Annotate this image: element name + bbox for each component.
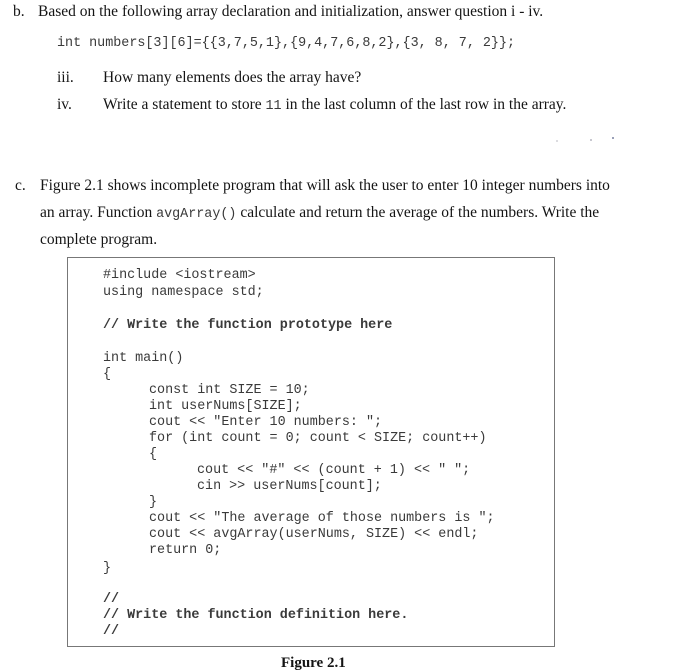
code-line: using namespace std; (103, 285, 264, 300)
array-declaration-code: int numbers[3][6]={{3,7,5,1},{9,4,7,6,8,2},{3, 8, 7, 2}}; (57, 36, 516, 51)
question-c-line3: complete program. (40, 231, 158, 248)
question-c-line2-before: an array. Function (40, 204, 157, 221)
item-iv-label: iv. (57, 96, 72, 113)
code-line: { (149, 447, 158, 462)
code-comment-line: // (103, 592, 120, 607)
question-b-label: b. (13, 3, 25, 20)
question-b-text: Based on the following array declaration and initialization, answer question i - iv. (38, 3, 544, 20)
question-c-line2 (40, 204, 599, 222)
code-line: cout << "Enter 10 numbers: "; (149, 415, 383, 430)
code-line: return 0; (149, 543, 222, 558)
code-line: #include <iostream> (103, 268, 256, 283)
code-comment-line: // (103, 624, 120, 639)
code-line: } (149, 495, 158, 510)
code-line: const int SIZE = 10; (149, 383, 310, 398)
question-c-line1: Figure 2.1 shows incomplete program that will ask the user to enter 10 integer numbers into (40, 177, 610, 194)
figure-code-box (67, 257, 555, 647)
question-c-line2-after: calculate and return the average of the numbers. Write the (236, 204, 600, 221)
scan-artifact (612, 137, 614, 139)
item-iv-text (103, 96, 566, 114)
item-iii-label: iii. (57, 69, 74, 86)
code-line: cout << avgArray(userNums, SIZE) << endl; (149, 527, 479, 542)
item-iv-code: 11 (265, 99, 282, 114)
code-comment-line: // Write the function prototype here (103, 318, 393, 333)
code-line: { (103, 367, 112, 382)
figure-caption: Figure 2.1 (281, 655, 346, 671)
question-c-label: c. (15, 177, 26, 194)
item-iv-text-before: Write a statement to store (103, 96, 266, 113)
item-iv-text-after: in the last column of the last row in the array. (281, 96, 567, 113)
scan-artifact (590, 139, 592, 141)
scan-artifact (556, 140, 558, 142)
code-line: int userNums[SIZE]; (149, 399, 302, 414)
code-line: cin >> userNums[count]; (197, 479, 382, 494)
code-line: cout << "#" << (count + 1) << " "; (197, 463, 471, 478)
code-line: int main() (103, 351, 184, 366)
code-line: } (103, 561, 112, 576)
code-line: for (int count = 0; count < SIZE; count++) (149, 431, 487, 446)
function-name-code: avgArray() (156, 207, 237, 222)
item-iii-text: How many elements does the array have? (103, 69, 362, 86)
code-line: cout << "The average of those numbers is "; (149, 511, 495, 526)
code-comment-line: // Write the function definition here. (103, 608, 409, 623)
